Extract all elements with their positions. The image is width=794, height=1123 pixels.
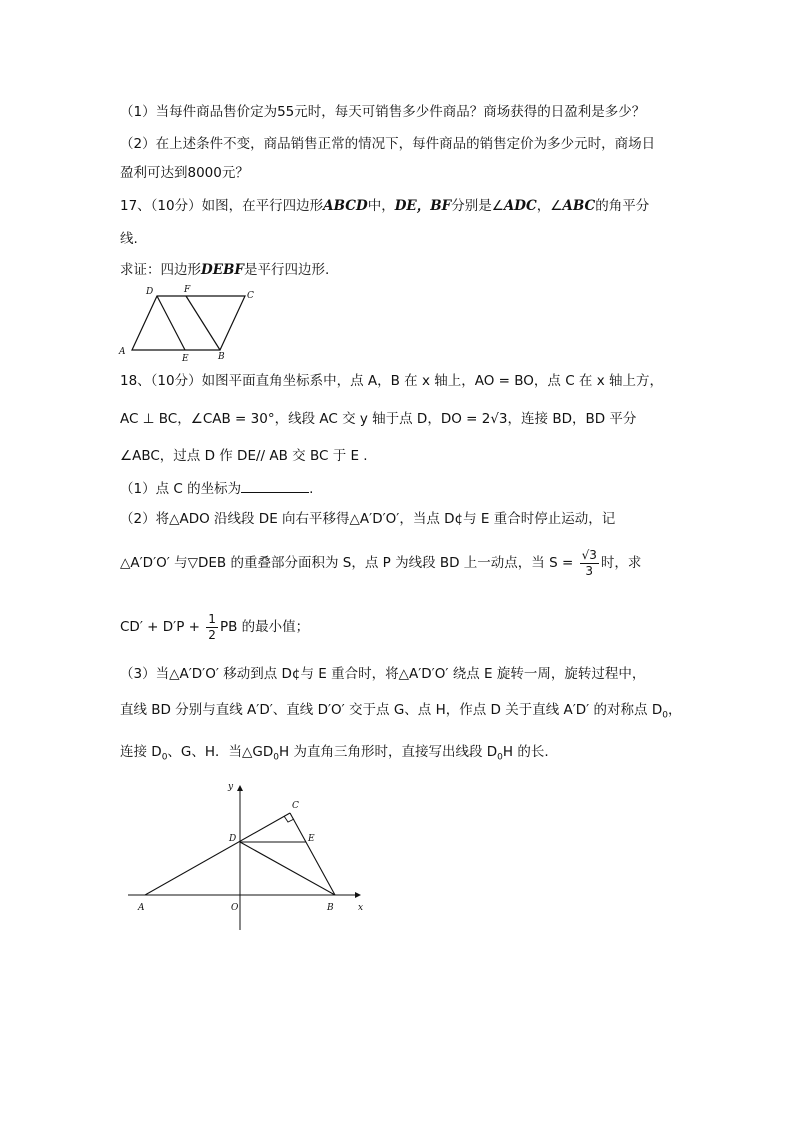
y-axis-arrow	[237, 785, 243, 791]
label-E: E	[308, 834, 315, 844]
q16-part2-line1: （2）在上述条件不变，商品销售正常的情况下，每件商品的销售定价为多少元时，商场日	[120, 136, 656, 152]
q18-line1: 18、（10分）如图平面直角坐标系中，点 A，B 在 x 轴上，AO = BO，点 C 在 x 轴上方，	[120, 373, 664, 389]
parallelogram-abcd	[132, 296, 245, 350]
q18-part3-line3: 连接 $D_0$、G、H．当$\triangle GD_0H$ 为直角三角形时，直接写出线段 $D_0H$ 的长.	[120, 744, 549, 763]
q16-part2-line2: 盈利可达到8000元？	[120, 165, 249, 181]
q18-part2-line3: CD′ + D′P + $\frac{1}{2}$ PB 的最小值；	[120, 611, 310, 642]
label-B: B	[218, 352, 225, 362]
q18-line2: AC ⊥ BC，∠CAB = 30°，线段 AC 交 y 轴于点 D，DO = 2√3，连接 BD，BD 平分	[120, 411, 637, 427]
q18-part1: （1）点 C 的坐标为 .	[120, 478, 313, 499]
label-A: A	[119, 347, 126, 357]
q18-coordinate-figure	[120, 775, 380, 935]
q17-parallelogram-figure	[115, 283, 265, 363]
label-x: x	[358, 903, 364, 913]
segment-ac	[145, 813, 290, 895]
fraction-sqrt3-over-3: $\frac{√3}{3}$	[581, 547, 597, 578]
q18-part2-line2: △A′D′O′ 与▽DEB 的重叠部分面积为 S，点 P 为线段 BD 上一动点，当 S = $\frac{√3}{3}$ 时，求	[120, 547, 642, 578]
q16-part1: （1）当每件商品售价定为55元时，每天可销售多少件商品？商场获得的日盈利是多少？	[120, 104, 646, 120]
label-D: D	[229, 834, 237, 844]
q17-prove: 求证：四边形DEBF是平行四边形.	[120, 262, 330, 278]
segment-bf	[186, 296, 220, 350]
label-A: A	[138, 903, 145, 913]
fraction-one-half: $\frac{1}{2}$	[208, 611, 216, 642]
segment-de	[157, 296, 185, 350]
label-y: y	[228, 782, 234, 792]
label-C: C	[292, 801, 299, 811]
label-F: F	[184, 285, 191, 295]
q18-part3-line1: （3）当△A′D′O′ 移动到点 D¢与 E 重合时，将△A′D′O′ 绕点 E 旋转一周，旋转过程中，	[120, 666, 646, 682]
answer-blank	[241, 478, 309, 493]
label-C: C	[247, 291, 254, 301]
q17-statement: 17、（10分）如图，在平行四边形ABCD中，DE，BF分别是∠ADC，∠ABC的角平分	[120, 198, 650, 214]
q18-part3-line2: 直线 BD 分别与直线 A′D′、直线 D′O′ 交于点 G、点 H，作点 D 关于直线 A′D′ 的对称点 $D_0$，	[120, 702, 682, 721]
label-B: B	[327, 903, 334, 913]
q17-statement-wrap: 线.	[120, 231, 138, 247]
q18-part2-line1: （2）将△ADO 沿线段 DE 向右平移得△A′D′O′，当点 D¢与 E 重合时停止运动，记	[120, 511, 616, 527]
label-O: O	[231, 903, 239, 913]
q18-line3: ∠ABC，过点 D 作 DE// AB 交 BC 于 E .	[120, 448, 368, 464]
x-axis-arrow	[355, 892, 361, 898]
label-E: E	[182, 354, 189, 364]
label-D: D	[146, 287, 154, 297]
